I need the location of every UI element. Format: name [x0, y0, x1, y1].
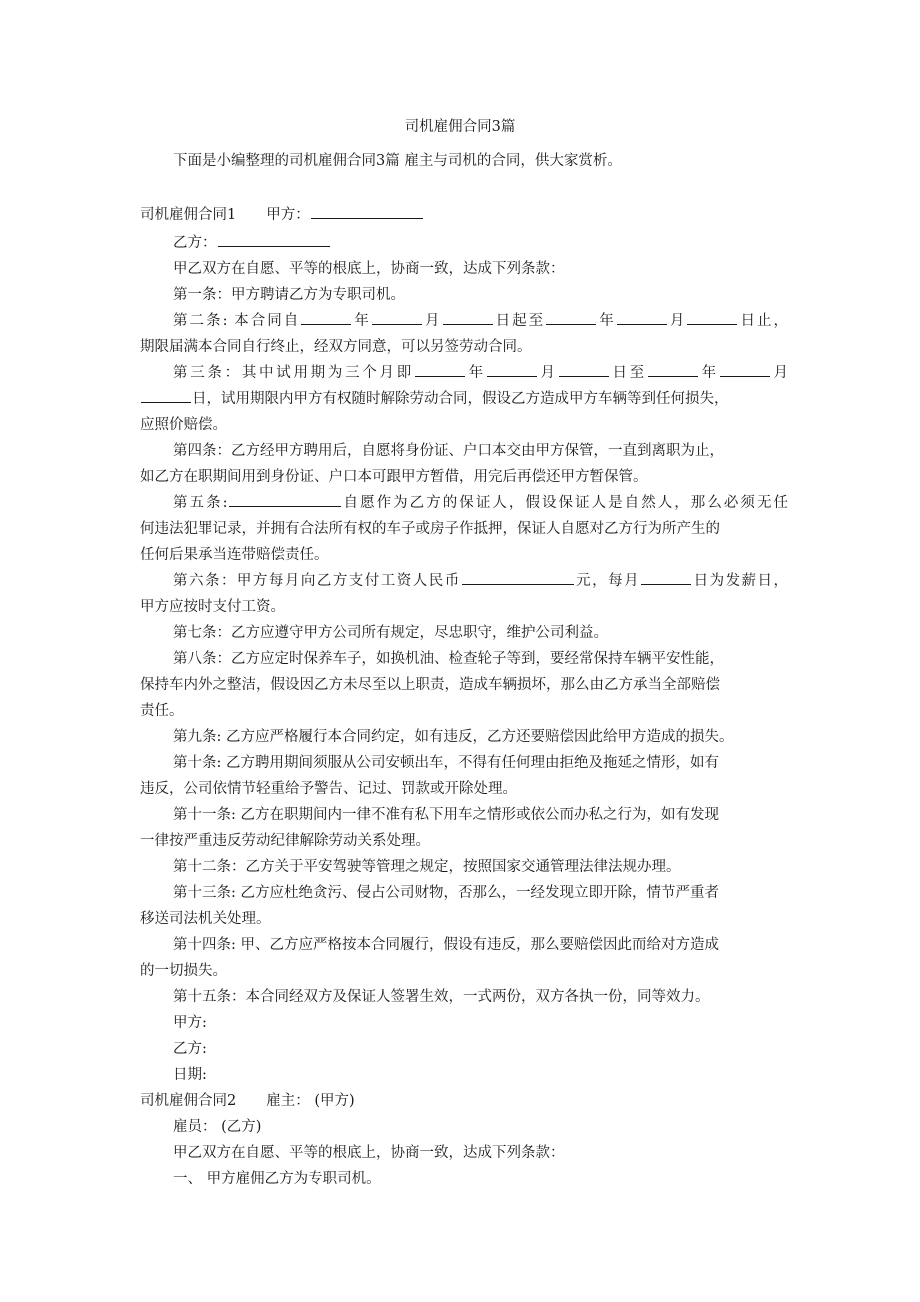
signature-date: 日期: [173, 1067, 207, 1083]
article-8-line-2: 保持车内外之整洁，假设因乙方未尽至以上职责，造成车辆损坏，那么由乙方承当全部赔偿 [140, 677, 720, 693]
blank [687, 310, 737, 325]
blank [487, 362, 537, 377]
article-6-line-1: 第六条：甲方每月向乙方支付工资人民币 元，每月 日为发薪日， [173, 568, 788, 594]
party-a-blank [311, 204, 423, 219]
contract1-heading: 司机雇佣合同1 [140, 207, 237, 223]
article-3-line-1: 第三条：其中试用期为三个月即 年 月 日至 年 月 [173, 360, 788, 386]
article-10-line-1: 第十条: 乙方聘用期间须服从公司安顿出车，不得有任何理由拒绝及拖延之情形，如有 [173, 755, 719, 771]
article-9: 第九条: 乙方应严格履行本合同约定，如有违反，乙方还要赔偿因此给甲方造成的损失。 [173, 729, 734, 745]
article-12: 第十二条：乙方关于平安驾驶等管理之规定，按照国家交通管理法律法规办理。 [173, 859, 681, 875]
article-5-line-1: 第五条: 自愿作为乙方的保证人，假设保证人是自然人，那么必须无任 [173, 490, 788, 516]
article-6-line-2: 甲方应按时支付工资。 [140, 599, 285, 615]
blank [372, 310, 422, 325]
contract2-agreement: 甲乙双方在自愿、平等的根底上，协商一致，达成下列条款： [173, 1145, 565, 1161]
article-4-line-2: 如乙方在职期间用到身份证、户口本可跟甲方暂借，用完后再偿还甲方暂保管。 [140, 469, 648, 485]
intro-paragraph: 下面是小编整理的司机雇佣合同3篇 雇主与司机的合同，供大家赏析。 [173, 153, 622, 169]
payday-blank [641, 570, 691, 585]
article-3-line-2: 日，试用期限内甲方有权随时解除劳动合同，假设乙方造成甲方车辆等到任何损失， [140, 386, 788, 412]
blank [559, 362, 609, 377]
article-4-line-1: 第四条：乙方经甲方聘用后，自愿将身份证、户口本交由甲方保管，一直到离职为止， [173, 443, 724, 459]
article-7: 第七条：乙方应遵守甲方公司所有规定，尽忠职守，维护公司利益。 [173, 625, 608, 641]
article-5-line-3: 任何后果承当连带赔偿责任。 [140, 547, 329, 563]
contract2-heading: 司机雇佣合同2 [140, 1093, 237, 1109]
signature-party-a: 甲方: [173, 1015, 207, 1031]
article-2-line-1: 第二条: 本合同自 年 月 日起至 年 月 日止， [173, 308, 788, 334]
guarantor-blank [229, 492, 341, 507]
article-11-line-2: 一律按严重违反劳动纪律解除劳动关系处理。 [140, 833, 430, 849]
article-10-line-2: 违反，公司依情节轻重给予警告、记过、罚款或开除处理。 [140, 781, 517, 797]
contract1-heading-line [140, 202, 788, 228]
article-14-line-1: 第十四条: 甲、乙方应严格按本合同履行，假设有违反，那么要赔偿因此而给对方造成 [173, 937, 719, 953]
article-8-line-1: 第八条：乙方应定时保养车子，如换机油、检查轮子等到，要经常保持车辆平安性能， [173, 651, 724, 667]
article-5-line-2: 何违法犯罪记录，并拥有合法所有权的车子或房子作抵押，保证人自愿对乙方行为所产生的 [140, 521, 720, 537]
party-b-label: 乙方： [173, 235, 217, 251]
employer-label: 雇主： (甲方) [266, 1093, 355, 1109]
article-8-line-3: 责任。 [140, 703, 184, 719]
salary-blank [462, 570, 574, 585]
contract2-item-1: 一、 甲方雇佣乙方为专职司机。 [173, 1171, 381, 1187]
article-3-line-3: 应照价赔偿。 [140, 417, 227, 433]
article-2-line-2: 期限届满本合同自行终止，经双方同意，可以另签劳动合同。 [140, 339, 532, 355]
signature-party-b: 乙方: [173, 1041, 207, 1057]
article-15: 第十五条：本合同经双方及保证人签署生效，一式两份，双方各执一份，同等效力。 [173, 989, 710, 1005]
blank [617, 310, 667, 325]
blank [415, 362, 465, 377]
blank [648, 362, 698, 377]
party-a-label: 甲方： [266, 207, 310, 223]
article-14-line-2: 的一切损失。 [140, 963, 227, 979]
article-13-line-2: 移送司法机关处理。 [140, 911, 271, 927]
employee-label: 雇员： (乙方) [173, 1119, 262, 1135]
blank [443, 310, 493, 325]
blank [720, 362, 770, 377]
blank [301, 310, 351, 325]
article-13-line-1: 第十三条: 乙方应杜绝贪污、侵占公司财物，否那么，一经发现立即开除，情节严重者 [173, 885, 719, 901]
contract2-heading-line [140, 1088, 788, 1114]
blank [141, 388, 191, 403]
party-b-line [173, 230, 788, 256]
party-b-blank [218, 232, 330, 247]
article-11-line-1: 第十一条: 乙方在职期间内一律不准有私下用车之情形或依公而办私之行为，如有发现 [173, 807, 719, 823]
agreement-statement: 甲乙双方在自愿、平等的根底上，协商一致，达成下列条款： [173, 261, 565, 277]
document-title: 司机雇佣合同3篇 [404, 119, 516, 135]
article-1: 第一条：甲方聘请乙方为专职司机。 [173, 287, 405, 303]
blank [546, 310, 596, 325]
